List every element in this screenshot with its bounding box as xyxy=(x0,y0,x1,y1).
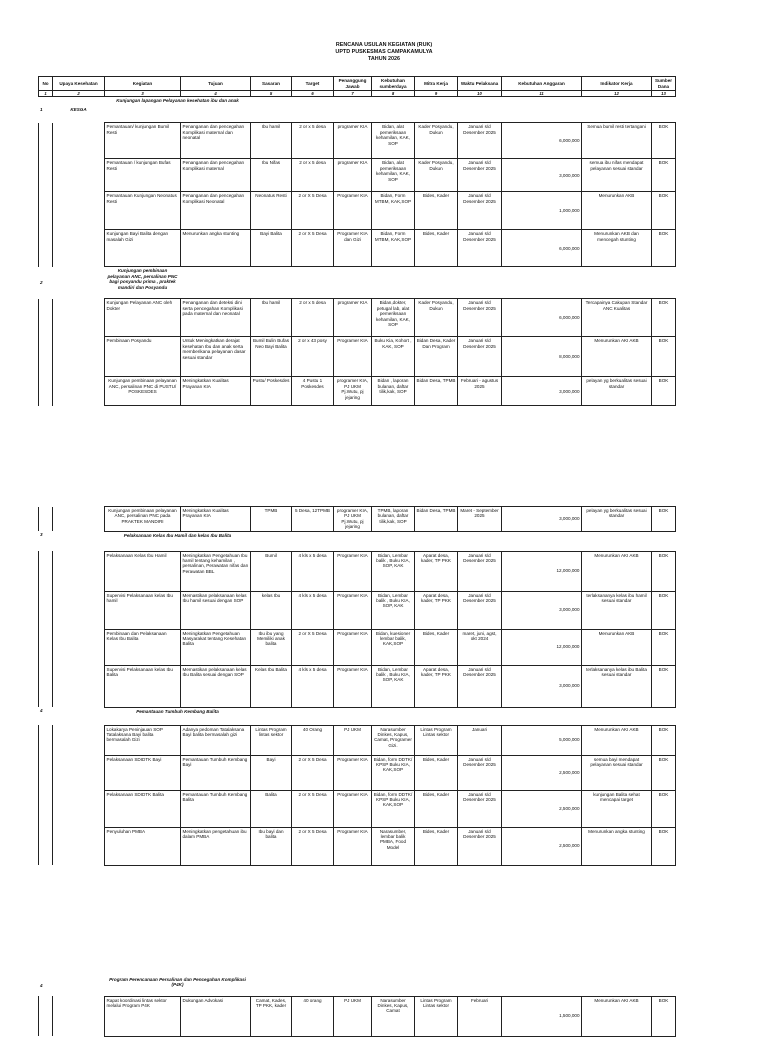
penanggung-jawab-cell: programer KIA xyxy=(334,299,372,337)
tujuan-cell: Adanya pedoman Tatalaksana Bayi balita bermasalah gizi xyxy=(181,725,251,755)
no-cell xyxy=(39,123,53,159)
section-title: Program Perencanaan Persalinan dan Pencegahan Komplikasi (P4K) xyxy=(109,977,246,988)
table-row xyxy=(39,377,676,406)
section-number: 4 xyxy=(40,983,43,989)
table-row xyxy=(39,192,676,230)
sumberdaya-cell: Bidan, Form MTBM, KAK,SOP xyxy=(372,230,415,267)
col-number: 13 xyxy=(652,91,676,97)
penanggung-jawab-cell: Programer KIA xyxy=(334,591,372,629)
kegiatan-cell: Pelaksanaan SDIDTK Bayi xyxy=(105,755,181,790)
waktu-cell: Januari s/d Desember 2025 xyxy=(458,665,502,707)
mitra-kerja-cell: Bides, Kader xyxy=(415,755,458,790)
mitra-kerja-cell: Bidan Desa, Kader Dan Program xyxy=(415,337,458,377)
section-row xyxy=(39,707,676,725)
col-header: No xyxy=(39,77,53,91)
waktu-cell: Januari s/d Desember 2025 xyxy=(458,790,502,827)
col-header: Kebutuhan sumberdaya xyxy=(372,77,415,91)
section-title: Kunjungan pembinaan pelayanan ANC, persalinan PNC bagi posyandu prima , praktek mandiri dan Posyandu xyxy=(107,268,178,290)
upaya-cell xyxy=(53,230,105,267)
waktu-cell: maret, juni, agst, okt 2024 xyxy=(458,629,502,665)
mitra-kerja-cell: Bides, Kader xyxy=(415,790,458,827)
no-cell xyxy=(39,551,53,591)
anggaran-cell: 3,000,000 xyxy=(502,377,582,406)
penanggung-jawab-cell: programer KIA, PJ UKM Pj.Wutu, pj jejaring xyxy=(334,507,372,532)
upaya-cell xyxy=(53,827,105,865)
indikator-cell: Menurunkan AKI AKB xyxy=(582,551,652,591)
ruk-table-page1 xyxy=(38,76,676,406)
section-number: 1 xyxy=(40,107,43,113)
tujuan-cell: Meningkatkan Kualitas Prayanan KIA xyxy=(181,377,251,406)
col-number: 12 xyxy=(582,91,652,97)
penanggung-jawab-cell: Programer KIA xyxy=(334,665,372,707)
kegiatan-cell: Kunjungan pembinaan pelayanan ANC, persalinan PNC pada PRAKTEK MANDIRI xyxy=(105,507,181,532)
indikator-cell: kunjungan Balita sehat mencapai target xyxy=(582,790,652,827)
table-row xyxy=(39,665,676,707)
kegiatan-cell: Pemantauan Kunjungan Neonatus Resti xyxy=(105,192,181,230)
sumberdaya-cell: Bidan,dokter, petugal lab, alat pemeriksaan kehamilan, KAK, SOP xyxy=(372,299,415,337)
table-row xyxy=(39,159,676,192)
waktu-cell: Maret - September 2025 xyxy=(458,507,502,532)
upaya-cell xyxy=(53,159,105,192)
waktu-cell: Januari xyxy=(458,725,502,755)
no-cell xyxy=(39,790,53,827)
upaya-cell xyxy=(53,123,105,159)
sumber-dana-cell: BOK xyxy=(652,159,676,192)
table-row xyxy=(39,827,676,865)
sasaran-cell: Kelas Ibu Balita xyxy=(251,665,292,707)
tujuan-cell: Memastikan pelaksanaan kelas Ibu Balita sesuai dengan SOP xyxy=(181,665,251,707)
sasaran-cell: TPMB xyxy=(251,507,292,532)
mitra-kerja-cell: Bides, Kader xyxy=(415,827,458,865)
indikator-cell: Menurunkan AKI AKB xyxy=(582,725,652,755)
indikator-cell: terlaksananya kelas ibu hamil sesuai standar xyxy=(582,591,652,629)
tujuan-cell: Meningkatkan Kualitas Prayanan KIA xyxy=(181,507,251,532)
kegiatan-cell: Penyuluhan PMBA xyxy=(105,827,181,865)
col-header: Penanggung Jawab xyxy=(334,77,372,91)
no-cell xyxy=(39,827,53,865)
sasaran-cell: Neonatus Resti xyxy=(251,192,292,230)
indikator-cell: Menurunkan AKI AKB xyxy=(582,337,652,377)
sasaran-cell: Ibu bayi dan balita xyxy=(251,827,292,865)
target-cell: 2 or X 5 Desa xyxy=(292,230,334,267)
sumberdaya-cell: Bidan, Lembar balik , Buku KIA, SOP, KAK xyxy=(372,665,415,707)
sumber-dana-cell: BOK xyxy=(652,377,676,406)
section-row xyxy=(39,531,676,551)
tujuan-cell: Meningkatkan Pengetahuan Ibu hamil tentang kehamilan , persalinan, Perawatan nifas dan Perawatan BBL xyxy=(181,551,251,591)
sumberdaya-cell: Bidan, Lembar balik , Buku KIA, SOP, KAK xyxy=(372,551,415,591)
no-cell xyxy=(39,377,53,406)
tujuan-cell: Untuk Meningkatkan derajat kesehatan Ibu dan anak serta memberikana pelayanan dasar sesuai standar xyxy=(181,337,251,377)
penanggung-jawab-cell: PJ UKM xyxy=(334,996,372,1036)
indikator-cell: pelayan yg berkualitas sesuai standar xyxy=(582,377,652,406)
upaya-cell xyxy=(53,755,105,790)
sumber-dana-cell: BOK xyxy=(652,790,676,827)
mitra-kerja-cell: Bides, Kader xyxy=(415,192,458,230)
upaya-cell xyxy=(53,192,105,230)
indikator-cell: Tercapainya Cakupan Standar ANC Kualitas xyxy=(582,299,652,337)
target-cell: 2 or x 5 desa xyxy=(292,159,334,192)
mitra-kerja-cell: Lintas Program Lintas sektor xyxy=(415,996,458,1036)
kegiatan-cell: Pemantauan / kunjungan Bufas Resti xyxy=(105,159,181,192)
col-number: 8 xyxy=(372,91,415,97)
col-header: Tujuan xyxy=(181,77,251,91)
no-cell xyxy=(39,192,53,230)
sumberdaya-cell: Bidan, alat pemeriksaan kehamilan, KAK, SOP xyxy=(372,159,415,192)
waktu-cell: Januari s/d Desember 2025 xyxy=(458,591,502,629)
upaya-cell xyxy=(53,591,105,629)
sumber-dana-cell: BOK xyxy=(652,230,676,267)
sumber-dana-cell: BOK xyxy=(652,996,676,1036)
kegiatan-cell: Pembinaan dan Pelaksanaan Kelas Ibu Balita xyxy=(105,629,181,665)
mitra-kerja-cell: Kader Posyandu, Dukun xyxy=(415,159,458,192)
section-row xyxy=(39,97,676,123)
section-number: 2 xyxy=(40,280,43,286)
sasaran-cell: Lintas Program lintas sektor xyxy=(251,725,292,755)
col-number: 5 xyxy=(251,91,292,97)
sumber-dana-cell: BOK xyxy=(652,591,676,629)
table-row xyxy=(39,123,676,159)
no-cell xyxy=(39,725,53,755)
anggaran-cell: 3,000,000 xyxy=(502,507,582,532)
sumber-dana-cell: BOK xyxy=(652,725,676,755)
table-row xyxy=(39,755,676,790)
tujuan-cell: Pemantauan Tumbuh Kembang Balita xyxy=(181,790,251,827)
anggaran-cell: 1,000,000 xyxy=(502,192,582,230)
col-number: 11 xyxy=(502,91,582,97)
table-row xyxy=(39,996,676,1036)
tujuan-cell: Memastikan pelaksanaan kelas Ibu hamil sesuai dengan SOP xyxy=(181,591,251,629)
waktu-cell: Januari s/d Desember 2025 xyxy=(458,230,502,267)
kegiatan-cell: Rapat koordinasi lintas sektor melalui Program P4K xyxy=(105,996,181,1036)
section-title: Pelaksanaan Kelas Ibu Hamil dan kelas Ibu Balita xyxy=(123,532,232,538)
upaya-cell xyxy=(53,377,105,406)
sumber-dana-cell: BOK xyxy=(652,123,676,159)
tujuan-cell: Penanganan dan pencegahan Komplikasi maternal xyxy=(181,159,251,192)
anggaran-cell: 3,000,000 xyxy=(502,159,582,192)
sumberdaya-cell: Buku Kia, Kohort , KAK, SOP xyxy=(372,337,415,377)
mitra-kerja-cell: Bides, Kader xyxy=(415,230,458,267)
sasaran-cell: Ibu ibu yang Memiliki anak balita xyxy=(251,629,292,665)
anggaran-cell: 2,500,000 xyxy=(502,827,582,865)
sumber-dana-cell: BOK xyxy=(652,755,676,790)
mitra-kerja-cell: Bides, Kader xyxy=(415,629,458,665)
col-number: 3 xyxy=(105,91,181,97)
indikator-cell: Menurunkan angka stunting xyxy=(582,827,652,865)
no-cell xyxy=(39,337,53,377)
tujuan-cell: Penanganan dan pencegahan Komplikasi Neonatal xyxy=(181,192,251,230)
upaya-cell xyxy=(53,551,105,591)
penanggung-jawab-cell: Programer KIA xyxy=(334,827,372,865)
sasaran-cell: Bayi Balita xyxy=(251,230,292,267)
target-cell: 4 Pustu 1 Poskesdes xyxy=(292,377,334,406)
sumberdaya-cell: Bidan, Lembar balik , Buku KIA, SOP, KAK xyxy=(372,591,415,629)
table-row xyxy=(39,591,676,629)
indikator-cell: terlaksananya kelas ibu Balita sesuai standar xyxy=(582,665,652,707)
table-row xyxy=(39,337,676,377)
target-cell: 40 Orang xyxy=(292,725,334,755)
waktu-cell: Januari s/d Desember 2025 xyxy=(458,755,502,790)
col-header: Upaya Kesehatan xyxy=(53,77,105,91)
no-cell xyxy=(39,159,53,192)
no-cell xyxy=(39,230,53,267)
anggaran-cell: 6,000,000 xyxy=(502,123,582,159)
anggaran-cell: 8,000,000 xyxy=(502,337,582,377)
penanggung-jawab-cell: Programer KIA xyxy=(334,790,372,827)
col-header: Mitra Kerja xyxy=(415,77,458,91)
anggaran-cell: 3,000,000 xyxy=(502,591,582,629)
no-cell xyxy=(39,755,53,790)
target-cell: 40 orang xyxy=(292,996,334,1036)
upaya-cell xyxy=(53,996,105,1036)
indikator-cell: semua ibu nifas mendapat pelayanan sesuai standar xyxy=(582,159,652,192)
sasaran-cell: Bayi xyxy=(251,755,292,790)
waktu-cell: Februari - agustus 2025 xyxy=(458,377,502,406)
col-number: 4 xyxy=(181,91,251,97)
waktu-cell: Januari s/d Desember 2025 xyxy=(458,337,502,377)
kegiatan-cell: Pelaksanaan SDIDTK Balita xyxy=(105,790,181,827)
target-cell: 2 or x 5 desa xyxy=(292,123,334,159)
penanggung-jawab-cell: Programer KIA xyxy=(334,337,372,377)
kegiatan-cell: Lokakarya Peninjauan SOP Tatalaksana Bayi balita bermasalah Gizi xyxy=(105,725,181,755)
penanggung-jawab-cell: programer KIA xyxy=(334,159,372,192)
anggaran-cell: 2,500,000 xyxy=(502,755,582,790)
sasaran-cell: Ibu hamil xyxy=(251,299,292,337)
indikator-cell: Menurunkan AKB xyxy=(582,629,652,665)
mitra-kerja-cell: Lintas Program Lintas sektor xyxy=(415,725,458,755)
anggaran-cell: 3,000,000 xyxy=(502,665,582,707)
col-header: Sasaran xyxy=(251,77,292,91)
indikator-cell: Menurunkan AKB dan mencegah stunting xyxy=(582,230,652,267)
waktu-cell: Februari xyxy=(458,996,502,1036)
section-title: Pemantauan Tumbuh Kembang Balita xyxy=(136,708,219,714)
sasaran-cell: Ibu hamil xyxy=(251,123,292,159)
penanggung-jawab-cell: Programer KIA xyxy=(334,755,372,790)
sumberdaya-cell: Bidan, kuesioner lembar balik, KAK,SOP xyxy=(372,629,415,665)
section-number: 3 xyxy=(40,532,43,538)
table-row xyxy=(39,551,676,591)
no-cell xyxy=(39,507,53,532)
indikator-cell: Menurunkan AKI AKB xyxy=(582,996,652,1036)
doc-year: TAHUN 2026 xyxy=(368,56,400,62)
tujuan-cell: Dukungan Advokasi xyxy=(181,996,251,1036)
sumberdaya-cell: Bidan , laporan bulanan, daftar tilik,kak, SOP xyxy=(372,377,415,406)
target-cell: 2 or X 5 Desa xyxy=(292,755,334,790)
indikator-cell: semua bayi mendapat pelayanan sesuai standar xyxy=(582,755,652,790)
penanggung-jawab-cell: Programer KIA xyxy=(334,192,372,230)
col-number: 2 xyxy=(53,91,105,97)
tujuan-cell: Meningkatkan pengetahuan ibu dalam PMBA xyxy=(181,827,251,865)
sumberdaya-cell: Bidan, alat pemeriksaan kehamilan, KAK, SOP xyxy=(372,123,415,159)
mitra-kerja-cell: Aparat desa, kader, TP PKK xyxy=(415,665,458,707)
section-number: 4 xyxy=(40,708,43,714)
sasaran-cell: Bumil Bulin Bufas Neo Bayi Balita xyxy=(251,337,292,377)
waktu-cell: Januari s/d Desember 2025 xyxy=(458,123,502,159)
mitra-kerja-cell: Bidan Desa, TPMB xyxy=(415,507,458,532)
sumberdaya-cell: Narasumber Dinkes, Kapus, Camat xyxy=(372,996,415,1036)
sasaran-cell: kelas Ibu xyxy=(251,591,292,629)
section-row xyxy=(39,267,676,299)
upaya-cell xyxy=(53,299,105,337)
sumberdaya-cell: Narasumber, lembar balik PMBA, Food Model xyxy=(372,827,415,865)
waktu-cell: Januari s/d Desember 2025 xyxy=(458,159,502,192)
mitra-kerja-cell: Aparat desa, kader, TP PKK xyxy=(415,591,458,629)
tujuan-cell: Pemantauan Tumbuh Kembang Bayi xyxy=(181,755,251,790)
target-cell: 4 kls x 5 desa xyxy=(292,551,334,591)
anggaran-cell: 12,000,000 xyxy=(502,551,582,591)
mitra-kerja-cell: Bidan Desa, TPMB xyxy=(415,377,458,406)
ruk-table-page2 xyxy=(38,506,676,866)
header-row xyxy=(39,77,676,91)
waktu-cell: Januari s/d Desember 2025 xyxy=(458,299,502,337)
penanggung-jawab-cell: PJ UKM xyxy=(334,725,372,755)
anggaran-cell: 6,000,000 xyxy=(502,230,582,267)
sumber-dana-cell: BOK xyxy=(652,629,676,665)
target-cell: 2 or X 5 Desa xyxy=(292,827,334,865)
sumberdaya-cell: Bidan, form DDTK/ KPSP Buku KIA, KAK,SOP xyxy=(372,790,415,827)
sumber-dana-cell: BOK xyxy=(652,827,676,865)
sasaran-cell: Ibu Nifas xyxy=(251,159,292,192)
anggaran-cell: 1,500,000 xyxy=(502,996,582,1036)
doc-title: RENCANA USULAN KEGIATAN (RUK) xyxy=(335,42,433,48)
no-cell xyxy=(39,629,53,665)
no-cell xyxy=(39,996,53,1036)
sumberdaya-cell: Bidan, form DDTK/ KPSP Buku KIA, KAK,SOP xyxy=(372,755,415,790)
waktu-cell: Januari s/d Desember 2025 xyxy=(458,192,502,230)
upaya-cell xyxy=(53,665,105,707)
target-cell: 4 kls x 5 desa xyxy=(292,591,334,629)
no-cell xyxy=(39,299,53,337)
upaya-cell xyxy=(53,337,105,377)
sasaran-cell: Bumil xyxy=(251,551,292,591)
kegiatan-cell: Kunjungan Bayi Balita dengan masalah Gizi xyxy=(105,230,181,267)
upaya-cell xyxy=(53,790,105,827)
col-header: Waktu Pelaksana xyxy=(458,77,502,91)
anggaran-cell: 6,000,000 xyxy=(502,299,582,337)
target-cell: 2 or X 5 Desa xyxy=(292,629,334,665)
anggaran-cell: 2,500,000 xyxy=(502,790,582,827)
ruk-table-page3 xyxy=(38,976,676,1037)
col-number: 9 xyxy=(415,91,458,97)
anggaran-cell: 12,000,000 xyxy=(502,629,582,665)
col-header: Indikator Kerja xyxy=(582,77,652,91)
section-upaya: KESGA xyxy=(70,107,87,113)
table-row xyxy=(39,790,676,827)
target-cell: 2 or X 5 Desa xyxy=(292,192,334,230)
mitra-kerja-cell: Kader Posyandu, Dukun xyxy=(415,123,458,159)
col-number: 7 xyxy=(334,91,372,97)
penanggung-jawab-cell: programer KIA xyxy=(334,123,372,159)
mitra-kerja-cell: Aparat desa, kader, TP PKK xyxy=(415,551,458,591)
kegiatan-cell: Pelaksanaan Kelas Ibu Hamil xyxy=(105,551,181,591)
indikator-cell: Menurunkan AKB xyxy=(582,192,652,230)
col-number: 10 xyxy=(458,91,502,97)
table-row xyxy=(39,230,676,267)
waktu-cell: Januari s/d Desember 2025 xyxy=(458,827,502,865)
sasaran-cell: Camat, Kades, TP PKK, kader xyxy=(251,996,292,1036)
section-title: Kunjungan lapangan Pelayanan kesehatan ibu dan anak xyxy=(116,98,239,104)
tujuan-cell: Menurunkan angka stunting xyxy=(181,230,251,267)
sumber-dana-cell: BOK xyxy=(652,337,676,377)
col-header: Target xyxy=(292,77,334,91)
kegiatan-cell: Kunjungan Pelayanan ANC oleh Dokter xyxy=(105,299,181,337)
no-cell xyxy=(39,591,53,629)
target-cell: 4 kls x 5 desa xyxy=(292,665,334,707)
sasaran-cell: Pustu/ Poskesdes xyxy=(251,377,292,406)
kegiatan-cell: Pemantauan/ kunjungan Bumil Resti xyxy=(105,123,181,159)
target-cell: 2 or x 43 posy xyxy=(292,337,334,377)
tujuan-cell: Meningkatkan Pengetahuan Masyarakat tentang Kesehatan Balita xyxy=(181,629,251,665)
kegiatan-cell: Kunjungan pembinaan pelayanan ANC, persalinan PNC di PUSTU/ POSKESDES xyxy=(105,377,181,406)
target-cell: 2 or X 5 Desa xyxy=(292,790,334,827)
kegiatan-cell: Supervisi Pelaksanaan kelas Ibu Balita xyxy=(105,665,181,707)
table-row xyxy=(39,725,676,755)
sasaran-cell: Balita xyxy=(251,790,292,827)
sumber-dana-cell: BOK xyxy=(652,551,676,591)
col-header: Kegiatan xyxy=(105,77,181,91)
indikator-cell: pelayan yg berkualitas sesuai standar xyxy=(582,507,652,532)
sumberdaya-cell: TPMB, laporan bulanan, daftar tilik,kak, SOP xyxy=(372,507,415,532)
col-header: Kebutuhan Anggaran xyxy=(502,77,582,91)
sumber-dana-cell: BOK xyxy=(652,665,676,707)
kegiatan-cell: Supervisi Pelaksanaan kelas Ibu hamil xyxy=(105,591,181,629)
indikator-cell: Semua bumil resti tertangani xyxy=(582,123,652,159)
sumber-dana-cell: BOK xyxy=(652,507,676,532)
waktu-cell: Januari s/d Desember 2025 xyxy=(458,551,502,591)
upaya-cell xyxy=(53,629,105,665)
col-number: 6 xyxy=(292,91,334,97)
anggaran-cell: 5,000,000 xyxy=(502,725,582,755)
tujuan-cell: Penanganan dan pencegahan Komplikasi maternal dan neonatal xyxy=(181,123,251,159)
tujuan-cell: Penanganan dan deteksi dini serta pencegahan Komplikasi pada maternal dan neonatal xyxy=(181,299,251,337)
penanggung-jawab-cell: Programer KIA dan Gizi xyxy=(334,230,372,267)
mitra-kerja-cell: Kader Posyandu, Dukun xyxy=(415,299,458,337)
penanggung-jawab-cell: programer KIA, PJ UKM Pj.Wutu, pj jejaring xyxy=(334,377,372,406)
no-cell xyxy=(39,665,53,707)
sumber-dana-cell: BOK xyxy=(652,299,676,337)
sumberdaya-cell: Bidan, Form MTBM, KAK,SOP xyxy=(372,192,415,230)
doc-subtitle: UPTD PUSKESMAS CAMPAKAMULYA xyxy=(335,49,433,55)
sumberdaya-cell: Narasumber Dinkes, Kapus, Camat, Programer Gizi. xyxy=(372,725,415,755)
upaya-cell xyxy=(53,507,105,532)
table-row xyxy=(39,299,676,337)
kegiatan-cell: Pembinaan Posyandu xyxy=(105,337,181,377)
col-number: 1 xyxy=(39,91,53,97)
upaya-cell xyxy=(53,725,105,755)
section-row xyxy=(39,976,676,996)
table-row xyxy=(39,507,676,532)
penanggung-jawab-cell: Programer KIA xyxy=(334,629,372,665)
col-header: Sumber Dana xyxy=(652,77,676,91)
target-cell: 2 or x 5 desa xyxy=(292,299,334,337)
table-row xyxy=(39,629,676,665)
penanggung-jawab-cell: Programer KIA xyxy=(334,551,372,591)
sumber-dana-cell: BOK xyxy=(652,192,676,230)
target-cell: 5 Desa, 12TPMB xyxy=(292,507,334,532)
